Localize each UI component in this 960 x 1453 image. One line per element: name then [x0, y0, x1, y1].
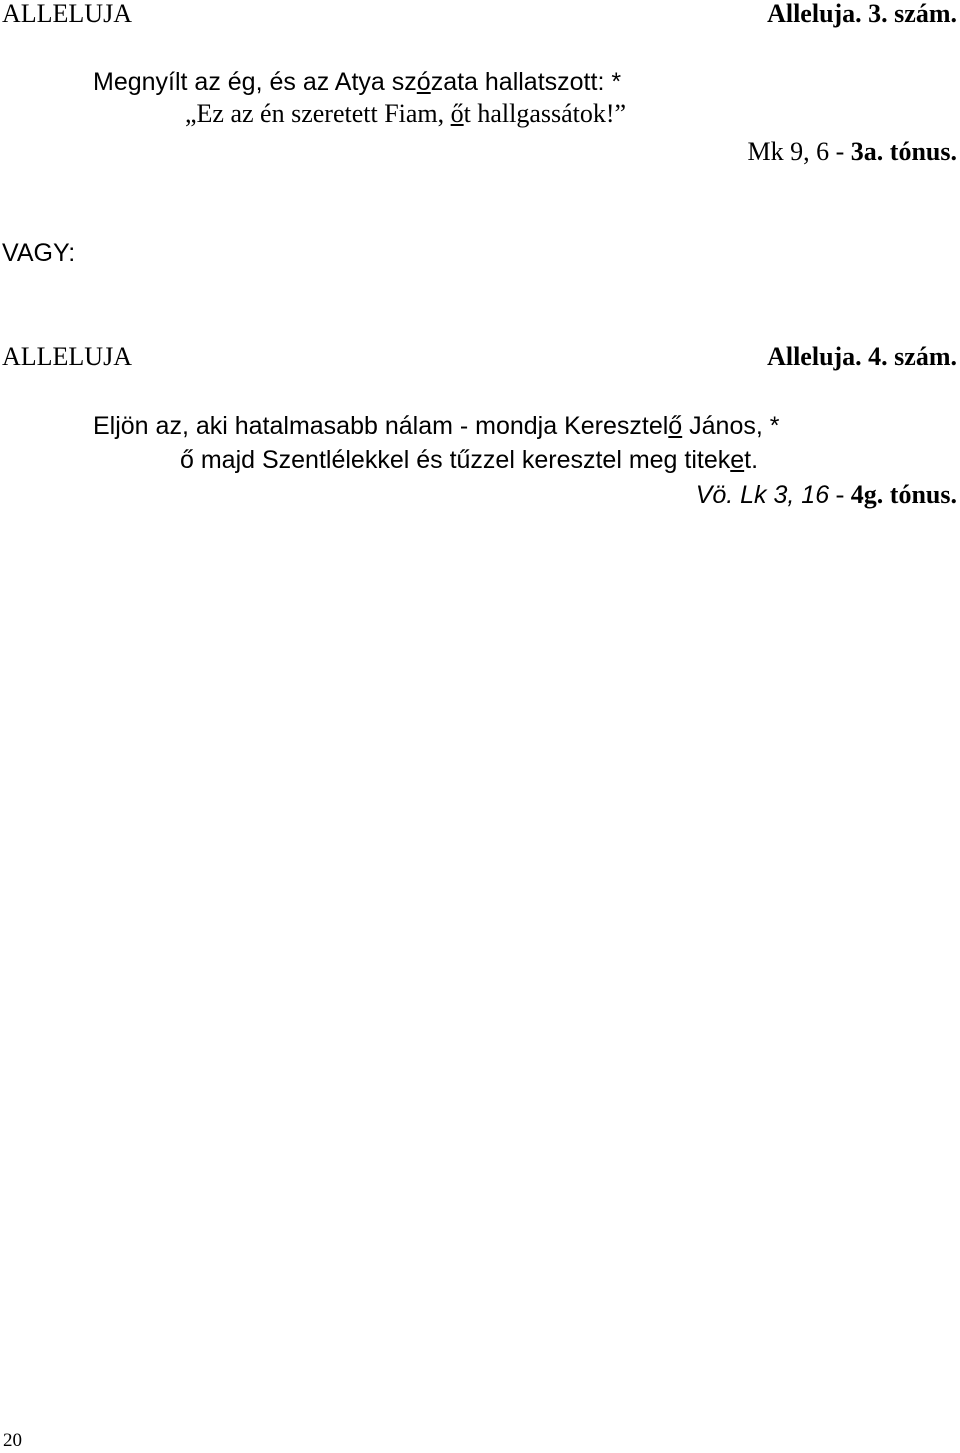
text-segment: t hallgassátok!”: [463, 99, 627, 128]
text-segment: Eljön az, aki hatalmasabb nálam - mondja Keresztel: [93, 412, 669, 440]
or-label: VAGY:: [2, 239, 76, 267]
reference-text: Mk 9, 6 -: [747, 137, 851, 166]
accent-mark: e: [730, 446, 745, 474]
reference-text: Vö. Lk 3, 16: [695, 481, 830, 509]
section1-number: Alleluja. 3. szám.: [767, 0, 957, 28]
accent-mark: ő: [668, 412, 683, 440]
accent-mark: ó: [416, 68, 431, 96]
section2-reference: [696, 482, 957, 508]
tone-label: 3a. tónus.: [850, 137, 957, 166]
text-segment: János, *: [682, 412, 780, 440]
section2-verse-line2: [180, 448, 758, 473]
section2-verse-line1: [93, 414, 779, 439]
section1-heading: ALLELUJA: [2, 0, 132, 28]
text-segment: ő majd Szentlélekkel és tűzzel keresztel meg titek: [180, 446, 731, 474]
text-segment: zata hallatszott: *: [430, 68, 622, 96]
section1-verse-line2: [185, 101, 626, 127]
section2-number: Alleluja. 4. szám.: [767, 342, 957, 371]
section1-verse-line1: [93, 70, 621, 95]
text-segment: Megnyílt az ég, és az Atya sz: [93, 68, 417, 96]
tone-label: 4g. tónus.: [850, 480, 957, 509]
section2-heading: ALLELUJA: [2, 342, 132, 371]
reference-separator: -: [829, 480, 851, 509]
text-segment: „Ez az én szeretett Fiam,: [185, 99, 451, 128]
section1-reference: [748, 139, 957, 165]
page-number: 20: [3, 1430, 22, 1451]
text-segment: t.: [744, 446, 759, 474]
accent-mark: ő: [450, 99, 464, 128]
